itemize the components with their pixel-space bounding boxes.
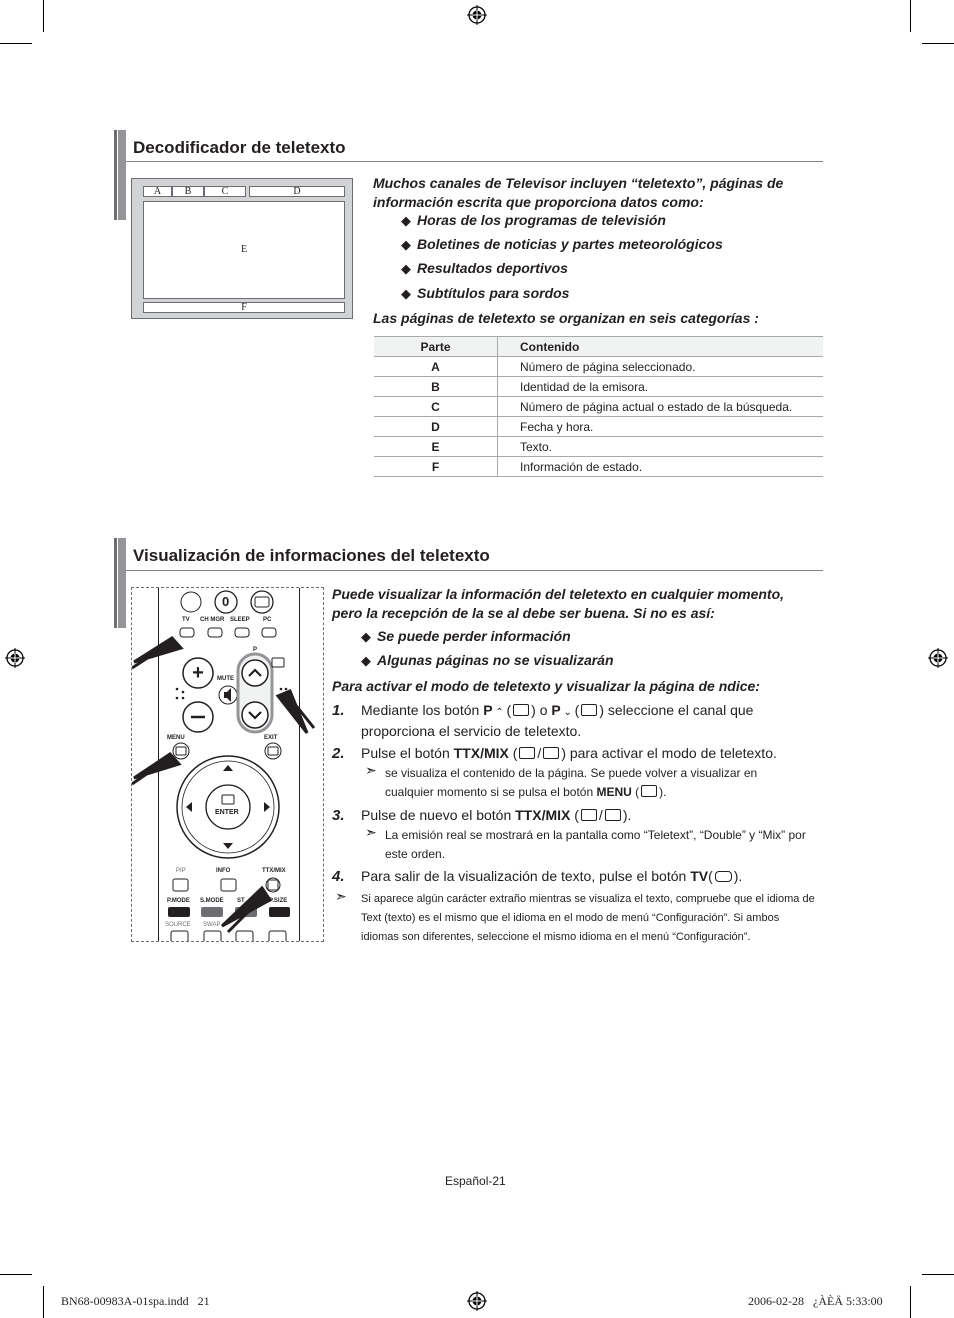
table-cell: Número de página seleccionado.: [498, 357, 824, 377]
note-arrow-icon: ➣: [335, 888, 347, 904]
step-3: 3. Pulse de nuevo el botón TTX/MIX ( / ).: [332, 807, 632, 824]
bullet-text: Resultados deportivos: [417, 260, 568, 276]
section1-intro: Muchos canales de Televisor incluyen “teletexto”, páginas de información escrita que proporciona datos como:: [373, 175, 784, 210]
teletext-table: [374, 336, 823, 477]
step-text: ).: [733, 868, 743, 884]
step-number: 4.: [332, 868, 345, 885]
section-bar: [118, 538, 126, 628]
step-text: ) o: [531, 702, 552, 718]
footer-timestamp: 2006-02-28 ¿ÀÈÄ 5:33:00: [748, 1294, 883, 1308]
diagram-label-a: A: [143, 186, 172, 197]
crop-mark: [922, 43, 954, 44]
button-label-smode: S.MODE: [200, 898, 224, 904]
table-row: [374, 437, 823, 457]
ttx-label: TTX/MIX: [453, 745, 509, 761]
diamond-icon: ◆: [401, 213, 411, 228]
table-cell: Número de página actual o estado de la búsqueda.: [498, 397, 824, 417]
section-rule: [126, 570, 823, 571]
page-number: Español-21: [445, 1174, 506, 1188]
table-cell: F: [374, 457, 498, 477]
p-label: P: [483, 702, 493, 718]
diamond-icon: ◆: [361, 629, 371, 644]
diamond-icon: ◆: [401, 237, 411, 252]
remote-control-illustration: [131, 587, 324, 942]
bullet-text: Se puede perder información: [377, 628, 571, 644]
diamond-icon: ◆: [401, 286, 411, 301]
ttx-label: TTX/MIX: [515, 807, 571, 823]
crop-mark: [0, 43, 32, 44]
button-label-chmgr: CH MGR: [200, 617, 225, 623]
p-button-icon: [581, 704, 597, 716]
table-header: Parte: [374, 337, 498, 357]
button-label-zero: 0: [222, 594, 230, 609]
p-label: P: [551, 702, 561, 718]
table-cell: A: [374, 357, 498, 377]
section-rule: [126, 161, 823, 162]
step-number: 3.: [332, 807, 345, 824]
step-text: Para salir de la visualización de texto, pulse el botón: [361, 868, 691, 884]
button-label-source: SOURCE: [165, 922, 191, 928]
remote-buttons-icon: [132, 588, 324, 942]
bullet-text: Boletines de noticias y partes meteorológicos: [417, 236, 723, 252]
button-label-sleep: SLEEP: [230, 617, 250, 623]
button-label-menu: MENU: [167, 735, 185, 741]
bullet-item: [401, 285, 569, 302]
step-1: 1. Mediante los botón P ⌃ ( ) o P ⌄ ( ) seleccione el canal que proporciona el servicio de teletexto.: [332, 702, 754, 739]
p-button-icon: [513, 704, 529, 716]
step-2: 2. Pulse el botón TTX/MIX ( / ) para activar el modo de teletexto.: [332, 745, 777, 762]
tv-button-icon: [715, 871, 732, 882]
final-note: [335, 888, 817, 947]
table-cell: Fecha y hora.: [498, 417, 824, 437]
chevron-up-icon: ⌃: [492, 707, 507, 718]
button-label-tv: TV: [182, 617, 190, 623]
table-row: [374, 397, 823, 417]
table-row: [374, 377, 823, 397]
table-cell: Identidad de la emisora.: [498, 377, 824, 397]
note-text: ).: [659, 785, 667, 799]
step-number: 1.: [332, 702, 345, 719]
step-text: ) seleccione el canal que proporciona el servicio de teletexto.: [361, 702, 754, 739]
diagram-label-d: D: [249, 186, 345, 197]
button-label-st: ST: [237, 898, 245, 904]
diagram-label-c: C: [204, 186, 246, 197]
section-bar: [114, 538, 117, 628]
bullet-item: [361, 628, 571, 645]
note-arrow-icon: ➣: [365, 824, 377, 840]
crop-mark: [43, 0, 44, 32]
table-intro: Las páginas de teletexto se organizan en seis categorías :: [373, 310, 759, 326]
step-number: 2.: [332, 745, 345, 762]
button-label-pip: PIP: [176, 868, 186, 874]
crop-mark: [43, 1286, 44, 1318]
table-header-row: [374, 337, 823, 357]
crop-mark: [0, 1274, 32, 1275]
diagram-label-f: F: [143, 302, 345, 313]
table-cell: E: [374, 437, 498, 457]
step-text: Pulse de nuevo el botón: [361, 807, 516, 823]
note-text: Si aparece algún carácter extraño mientras se visualiza el texto, compruebe que el idioma de Text (texto) es el mismo que el idioma en el modo de menú “Configuración”. Si ambos idiomas son diferentes, seleccione el mismo idioma en el menú “Configuración”.: [361, 893, 815, 943]
registration-mark-icon: [467, 1291, 487, 1311]
chevron-down-icon: ⌄: [560, 707, 575, 718]
section-bar: [118, 130, 126, 220]
table-cell: D: [374, 417, 498, 437]
button-label-exit: EXIT: [264, 735, 278, 741]
teletext-icon: [519, 747, 535, 759]
section-title: Decodificador de teletexto: [133, 138, 346, 157]
diamond-icon: ◆: [401, 261, 411, 276]
tv-label: TV: [690, 868, 709, 884]
table-row: [374, 457, 823, 477]
crop-mark: [910, 1286, 911, 1318]
section-title: Visualización de informaciones del teletexto: [133, 546, 490, 565]
button-label-info: INFO: [216, 868, 231, 874]
button-label-enter: ENTER: [215, 809, 239, 816]
bullet-text: Algunas páginas no se visualizarán: [377, 652, 614, 668]
svg-text:+: +: [192, 662, 204, 684]
button-label-p: P: [253, 647, 258, 653]
note-text: La emisión real se mostrará en la pantalla como “Teletext”, “Double” y “Mix” por este orden.: [385, 828, 806, 861]
registration-mark-icon: [467, 5, 487, 25]
note-arrow-icon: ➣: [365, 762, 377, 778]
menu-label: MENU: [596, 785, 632, 799]
mix-icon: [605, 809, 621, 821]
bullet-item: [401, 260, 568, 277]
table-header: Contenido: [498, 337, 824, 357]
teletext-diagram: [131, 178, 353, 319]
activate-heading: Para activar el modo de teletexto y visualizar la página de ndice:: [332, 678, 760, 694]
button-label-pmode: P.MODE: [167, 898, 190, 904]
bullet-text: Horas de los programas de televisión: [417, 212, 666, 228]
footer-filename: BN68-00983A-01spa.indd 21: [61, 1294, 210, 1308]
table-cell: B: [374, 377, 498, 397]
section2-intro: Puede visualizar la información del teletexto en cualquier momento, pero la recepción de la se al debe ser buena. Si no es así:: [332, 586, 785, 621]
button-label-psize: P.SIZE: [269, 898, 288, 904]
menu-icon: [641, 785, 657, 797]
table-cell: Texto.: [498, 437, 824, 457]
step-text: ) para activar el modo de teletexto.: [561, 745, 777, 761]
bullet-item: [401, 212, 666, 229]
step-text: ).: [622, 807, 632, 823]
bullet-item: [401, 236, 723, 253]
step-4: 4. Para salir de la visualización de texto, pulse el botón TV( ).: [332, 868, 743, 885]
step-text: Pulse el botón: [361, 745, 454, 761]
table-row: [374, 417, 823, 437]
bullet-item: [361, 652, 614, 669]
note-2: ➣ se visualiza el contenido de la página. Se puede volver a visualizar en cualquier momento si se pulsa el botón MENU ( ).: [365, 762, 758, 799]
diagram-label-b: B: [172, 186, 204, 197]
diagram-label-e: E: [143, 201, 345, 299]
note-3: [365, 824, 815, 864]
bullet-text: Subtítulos para sordos: [417, 285, 570, 301]
crop-mark: [910, 0, 911, 32]
button-label-ttxmix: TTX/MIX: [262, 868, 286, 874]
button-label-pc: PC: [263, 617, 272, 623]
step-text: Mediante los botón: [361, 702, 484, 718]
registration-mark-icon: [928, 648, 948, 668]
registration-mark-icon: [5, 648, 25, 668]
button-label-mute: MUTE: [217, 676, 234, 682]
table-cell: Información de estado.: [498, 457, 824, 477]
mix-icon: [543, 747, 559, 759]
table-cell: C: [374, 397, 498, 417]
note-text: se visualiza el contenido de la página. Se puede volver a visualizar en cualquier momento si se pulsa el botón: [385, 766, 758, 799]
crop-mark: [922, 1274, 954, 1275]
teletext-icon: [581, 809, 597, 821]
section-bar: [114, 130, 117, 220]
button-label-swap: SWAP: [203, 922, 221, 928]
diamond-icon: ◆: [361, 653, 371, 668]
table-row: [374, 357, 823, 377]
